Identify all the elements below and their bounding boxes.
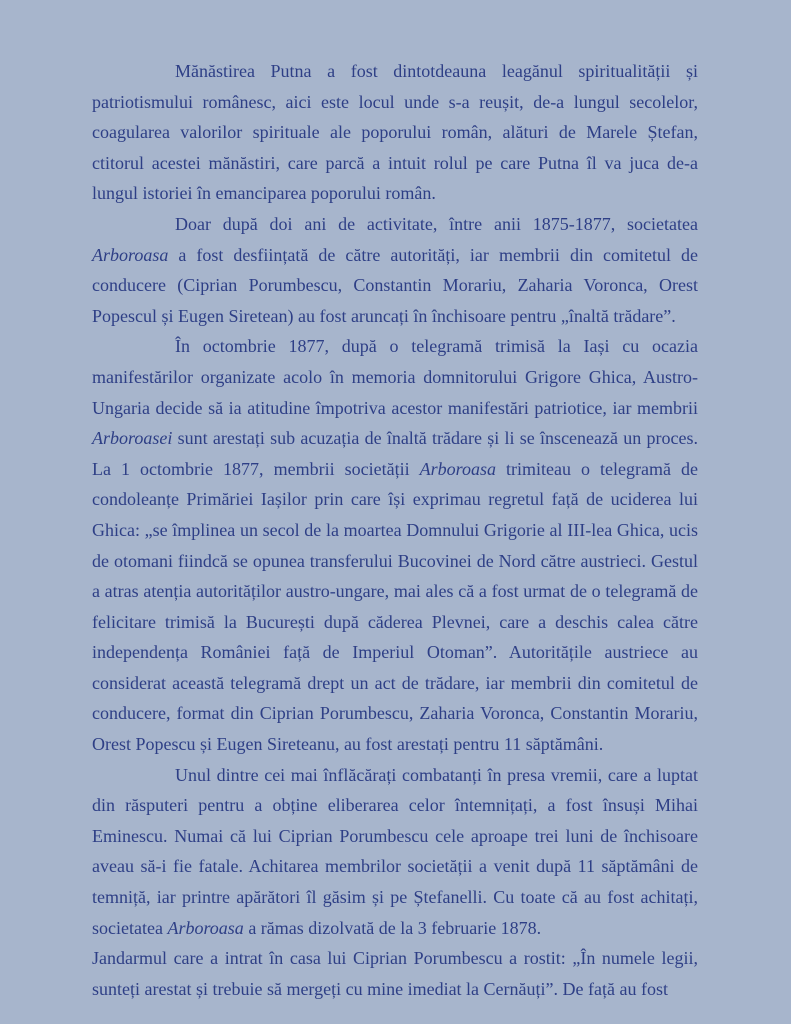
document-page: [92, 56, 698, 1004]
paragraph-eminescu: [92, 760, 698, 944]
italic-society-name: Arboroasei: [92, 428, 173, 449]
paragraph-gendarme: [92, 943, 698, 1004]
paragraph-arboroasa-dissolution: [92, 209, 698, 331]
text-run: Mănăstirea Putna a fost dintotdeauna leagănul spiritualității și patriotismului românesc, aici este locul unde s-a reușit, de-a lungul secolelor, coagularea valorilor spirituale ale poporului român, alături de Marele Ștefan, ctitorul acestei mănăstiri, care parcă a intuit rolul pe care Putna îl va juca de-a lungul istoriei în emanciparea poporului român.: [92, 61, 698, 204]
text-run: a rămas dizolvată de la 3 februarie 1878.: [243, 917, 542, 938]
italic-society-name: Arboroasa: [419, 458, 496, 479]
text-run: a fost desființată de către autorități, iar membrii din comitetul de conducere (Ciprian Porumbescu, Constantin Morariu, Zaharia Voronca, Orest Popescul și Eugen Siretean) au fost aruncați în închisoare pentru „înaltă trădare”.: [92, 244, 698, 326]
paragraph-putna: [92, 56, 698, 209]
text-run: Doar după doi ani de activitate, între anii 1875-1877, societatea: [175, 213, 698, 234]
text-run: trimiteau o telegramă de condoleanțe Primăriei Iașilor prin care își exprimau regretul față de uciderea lui Ghica: „se împlinea un secol de la moartea Domnului Grigorie al III-lea Ghica, ucis de otomani fiindcă se opunea transferului Bucovinei de Nord către austrieci. Gestul a atras atenția autorităților austro-ungare, mai ales că a fost urmat de o telegramă de felicitare trimisă la București după căderea Plevnei, care a deschis calea către independența României față de Imperiul Otoman”. Autoritățile austriece au considerat această telegramă drept un act de trădare, iar membrii din comitetul de conducere, format din Ciprian Porumbescu, Zaharia Voronca, Constantin Morariu, Orest Popescu și Eugen Sireteanu, au fost arestați pentru 11 săptămâni.: [92, 458, 698, 755]
text-run: Jandarmul care a intrat în casa lui Ciprian Porumbescu a rostit: „În numele legii, sunteți arestat și trebuie să mergeți cu mine imediat la Cernăuți”. De față au fost: [92, 948, 698, 999]
italic-society-name: Arboroasa: [167, 917, 244, 938]
text-run: Unul dintre cei mai înflăcărați combatanți în presa vremii, care a luptat din răsputeri pentru a obține eliberarea celor întemnițați, a fost însuși Mihai Eminescu. Numai că lui Ciprian Porumbescu cele aproape trei luni de închisoare aveau să-i fie fatale. Achitarea membrilor societății a venit după 11 săptămâni de temniță, iar printre apărători îl găsim și pe Ștefanelli. Cu toate că au fost achitați, societatea: [92, 764, 698, 938]
text-run: În octombrie 1877, după o telegramă trimisă la Iași cu ocazia manifestărilor organizate acolo în memoria domnitorului Grigore Ghica, Austro-Ungaria decide să ia atitudine împotriva acestor manifestări patriotice, iar membrii: [92, 336, 698, 418]
paragraph-october-1877: [92, 331, 698, 759]
italic-society-name: Arboroasa: [92, 244, 169, 265]
text-run: sunt arestați sub acuzația de înaltă trădare și li se înscenează un proces. La 1 octombrie 1877, membrii societății: [92, 428, 698, 479]
